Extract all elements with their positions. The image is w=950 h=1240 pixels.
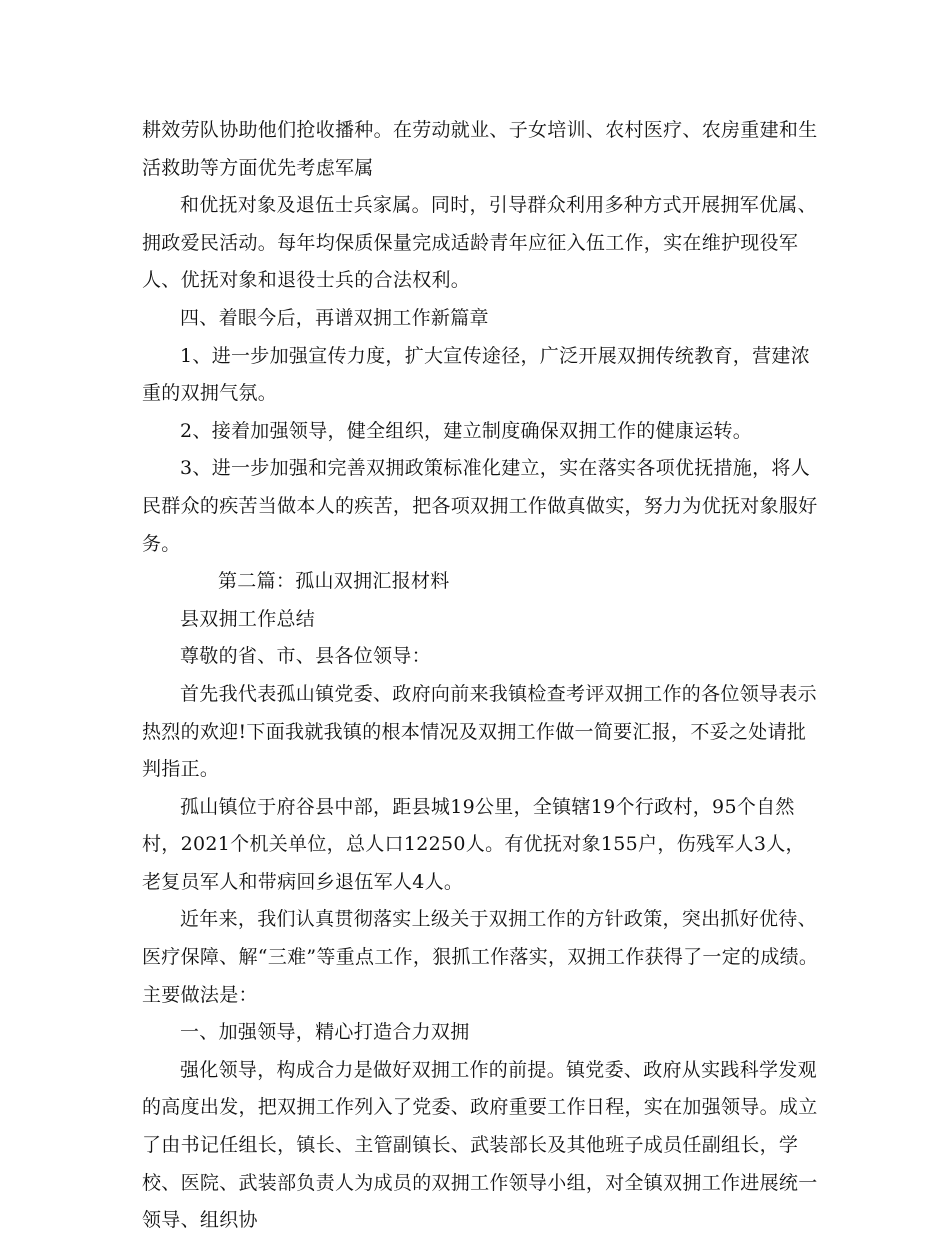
paragraph: 强化领导，构成合力是做好双拥工作的前提。镇党委、政府从实践科学发观的高度出发，把双拥工作列入了党委、政府重要工作日程，实在加强领导。成立了由书记任组长，镇长、主管副镇长、武装部长及其他班子成员任副组长，学校、医院、武装部负责人为成员的双拥工作领导小组，对全镇双拥工作进展统一领导、组织协 xyxy=(142,1058,818,1232)
salutation: 尊敬的省、市、县各位领导： xyxy=(180,645,431,668)
chapter-title: 第二篇：孤山双拥汇报材料 xyxy=(218,570,450,593)
document-body xyxy=(142,112,822,1240)
section-heading: 一、加强领导，精心打造合力双拥 xyxy=(180,1021,470,1044)
paragraph: 首先我代表孤山镇党委、政府向前来我镇检查考评双拥工作的各位领导表示热烈的欢迎!下面我就我镇的根本情况及双拥工作做一简要汇报，不妥之处请批判指正。 xyxy=(142,682,817,781)
paragraph: 孤山镇位于府谷县中部，距县城19公里，全镇辖19个行政村，95个自然村，2021个机关单位，总人口12250人。有优抚对象155户，伤残军人3人，老复员军人和带病回乡退伍军人4人。 xyxy=(142,795,805,893)
paragraph: 近年来，我们认真贯彻落实上级关于双拥工作的方针政策，突出抓好优待、医疗保障、解“三难”等重点工作，狠抓工作落实，双拥工作获得了一定的成绩。主要做法是： xyxy=(142,908,819,1006)
section-heading: 四、着眼今后，再谱双拥工作新篇章 xyxy=(180,306,489,329)
list-item: 3、进一步加强和完善双拥政策标准化建立，实在落实各项优抚措施，将人民群众的疾苦当做本人的疾苦，把各项双拥工作做真做实，努力为优抚对象服好务。 xyxy=(142,457,818,555)
list-item: 1、进一步加强宣传力度，扩大宣传途径，广泛开展双拥传统教育，营建浓重的双拥气氛。 xyxy=(142,344,810,405)
paragraph-continued: 耕效劳队协助他们抢收播种。在劳动就业、子女培训、农村医疗、农房重建和生活救助等方面优先考虑军属 xyxy=(142,119,818,179)
paragraph: 和优抚对象及退伍士兵家属。同时，引导群众利用多种方式开展拥军优属、拥政爱民活动。每年均保质保量完成适龄青年应征入伍工作，实在维护现役军人、优抚对象和退役士兵的合法权利。 xyxy=(142,194,817,292)
subtitle: 县双拥工作总结 xyxy=(180,607,316,630)
list-item: 2、接着加强领导，健全组织，建立制度确保双拥工作的健康运转。 xyxy=(180,419,753,442)
